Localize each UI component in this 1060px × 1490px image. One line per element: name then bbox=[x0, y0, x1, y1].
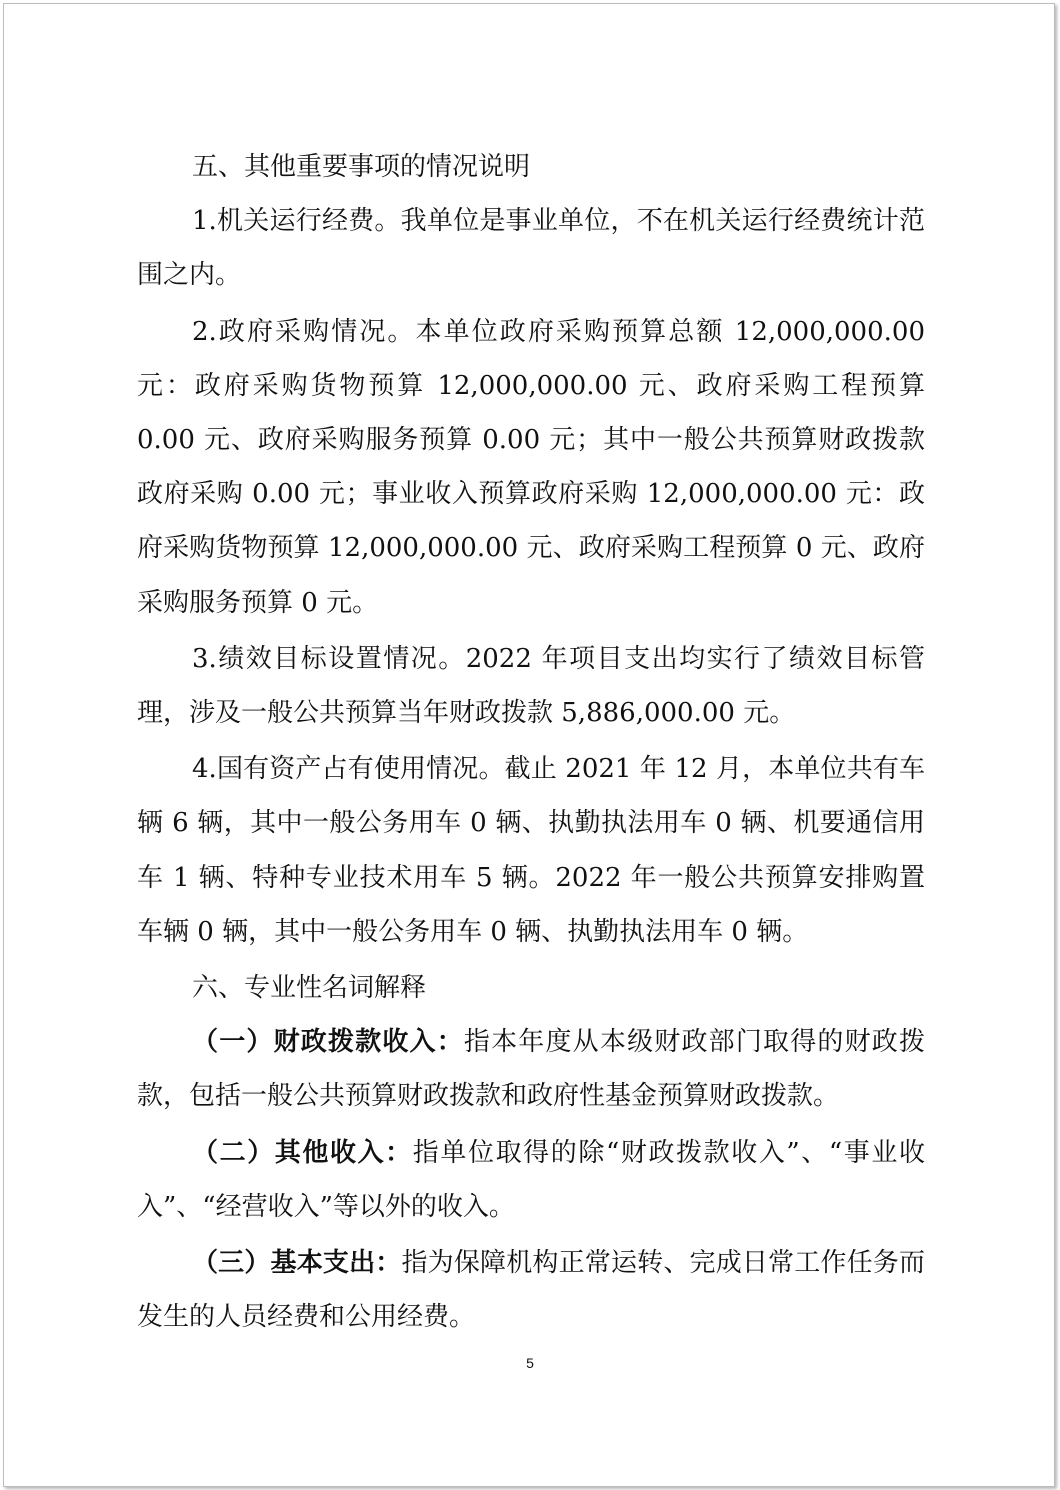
paragraph-operating-expenses: 1.机关运行经费。我单位是事业单位，不在机关运行经费统计范围之内。 bbox=[137, 206, 925, 291]
page-number: 5 bbox=[526, 1355, 534, 1371]
definition-term: （二）其他收入： bbox=[192, 1137, 413, 1168]
section-heading-5: 五、其他重要事项的情况说明 bbox=[192, 152, 531, 182]
paragraph-performance-targets: 3.绩效目标设置情况。2022 年项目支出均实行了绩效目标管理，涉及一般公共预算当年财政拨款 5,886,000.00 元。 bbox=[137, 643, 925, 729]
section-heading-6: 六、专业性名词解释 bbox=[192, 973, 427, 1004]
paragraph-government-procurement: 2.政府采购情况。本单位政府采购预算总额 12,000,000.00 元：政府采购货物预算 12,000,000.00 元、政府采购工程预算 0.00 元、政府采购服务预算 0.00 元；其中一般公共预算财政拨款政府采购 0.00 元；事业收入预算政府采购 12,000,000.00 元：政府采购货物预算 12,000,000.00 元、政府采购工程预算 0 元、政府采购服务预算 0 元。 bbox=[137, 316, 925, 618]
definition-term: （一）财政拨款收入： bbox=[192, 1027, 464, 1058]
definition-desc: 指本年度从本级财政部门取得的财政拨款，包括一般公共预算财政拨款和政府性基金预算财政拨款。 bbox=[137, 1027, 925, 1112]
page-content bbox=[137, 140, 925, 1344]
definition-basic-expenditure bbox=[137, 1236, 925, 1344]
definition-term: （三）基本支出： bbox=[192, 1248, 402, 1279]
definition-other-income bbox=[137, 1126, 925, 1234]
definition-desc: 指单位取得的除“财政拨款收入”、“事业收入”、“经营收入”等以外的收入。 bbox=[137, 1137, 925, 1222]
paragraph-state-assets: 4.国有资产占有使用情况。截止 2021 年 12 月，本单位共有车辆 6 辆，其中一般公务用车 0 辆、执勤执法用车 0 辆、机要通信用车 1 辆、特种专业技术用车 5 辆。2022 年一般公共预算安排购置车辆 0 辆，其中一般公务用车 0 辆、执勤执法用车 0 辆。 bbox=[137, 754, 925, 947]
definition-fiscal-appropriation bbox=[137, 1015, 925, 1123]
definition-desc: 指为保障机构正常运转、完成日常工作任务而发生的人员经费和公用经费。 bbox=[137, 1248, 925, 1333]
